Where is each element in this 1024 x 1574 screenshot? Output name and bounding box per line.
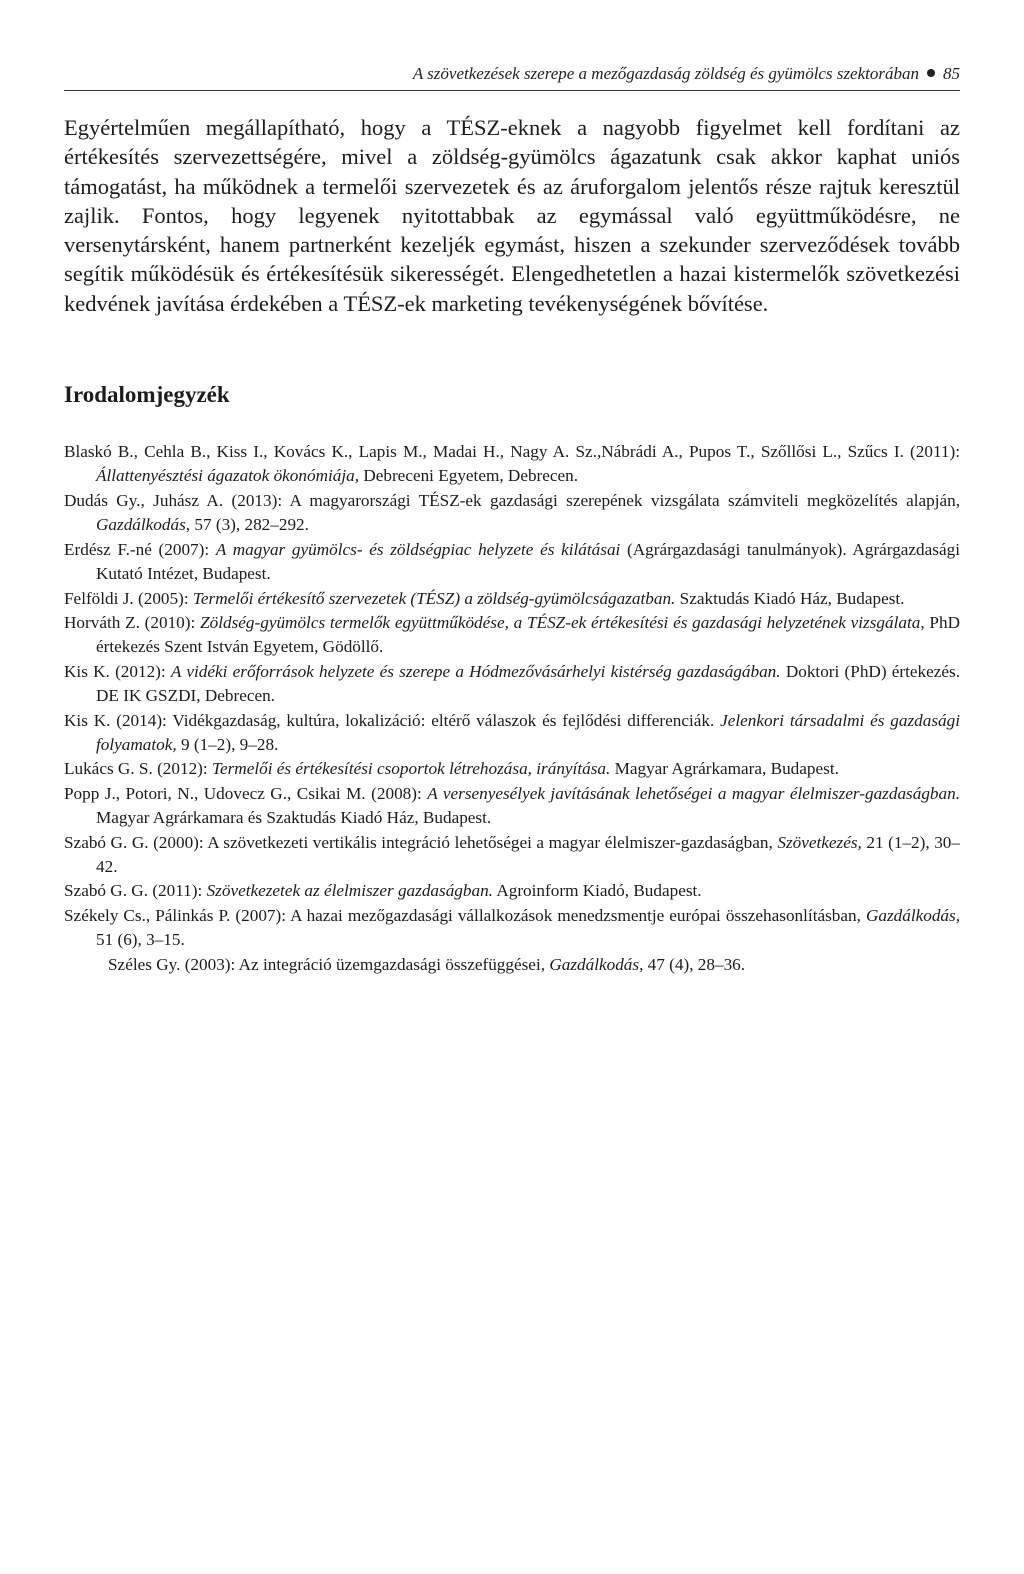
reference-text: Lukács G. S. (2012): <box>64 759 212 779</box>
reference-text: Szabó G. G. (2000): A szövetkezeti vertikális integráció lehetőségei a magyar élelmiszer-gazdaságban, <box>64 832 778 852</box>
reference-text: Kis K. (2012): <box>64 661 171 681</box>
reference-item <box>64 538 960 587</box>
reference-text: Kis K. (2014): Vidékgazdaság, kultúra, lokalizáció: eltérő válaszok és fejlődési differenciák. <box>64 710 721 730</box>
reference-title: A vidéki erőforrások helyzete és szerepe a Hódmezővásárhelyi kistérség gazdaságában. <box>170 661 781 681</box>
reference-title: Szövetkezés, <box>777 832 862 852</box>
reference-item <box>64 489 960 538</box>
reference-title: Állattenyésztési ágazatok ökonómiája, <box>96 466 360 486</box>
page <box>64 64 960 977</box>
reference-title: A versenyesélyek javításának lehetőségei a magyar élelmiszer-gazdaságban. <box>427 783 960 803</box>
reference-text: Szaktudás Kiadó Ház, Budapest. <box>675 588 905 608</box>
body-paragraph: Egyértelműen megállapítható, hogy a TÉSZ-eknek a nagyobb figyelmet kell fordítani az értékesítés szervezettségére, mivel a zöldség-gyümölcs ágazatunk csak akkor kaphat uniós támogatást, ha működnek a termelői szervezetek és az áruforgalom jelentős része rajtuk keresztül zajlik. Fontos, hogy legyenek nyitottabbak az egymással való együttműködésre, ne versenytársként, hanem partnerként kezeljék egymást, hiszen a szekunder szerveződések tovább segítik működésük és értékesítésük sikerességét. Elengedhetetlen a hazai kistermelők szövetkezési kedvének javítása érdekében a TÉSZ-ek marketing tevékenységének bővítése. <box>64 115 960 316</box>
reference-item <box>64 757 960 781</box>
reference-text: Felföldi J. (2005): <box>64 588 193 608</box>
reference-title: Termelői és értékesítési csoportok létrehozása, irányítása. <box>211 759 611 779</box>
reference-item <box>64 953 960 977</box>
reference-item <box>64 782 960 831</box>
reference-item <box>64 587 960 611</box>
reference-title: Gazdálkodás, <box>96 515 191 535</box>
reference-text: 47 (4), 28–36. <box>643 954 746 974</box>
reference-title: Jelenkori társadalmi és gazdasági folyamatok, <box>96 710 960 754</box>
reference-title: Gazdálkodás, <box>549 954 644 974</box>
reference-text: Dudás Gy., Juhász A. (2013): A magyarországi TÉSZ-ek gazdasági szerepének vizsgálata számviteli megközelítés alapján, <box>64 490 960 510</box>
reference-title: Szövetkezetek az élelmiszer gazdaságban. <box>206 881 493 901</box>
reference-title: Zöldség-gyümölcs termelők együttműködése, a TÉSZ-ek értékesítési és gazdasági helyzetének vizsgálata, <box>200 612 925 632</box>
reference-title: Termelői értékesítő szervezetek (TÉSZ) a zöldség-gyümölcságazatban. <box>192 588 676 608</box>
reference-text: 57 (3), 282–292. <box>190 515 309 535</box>
reference-text: Doktori (PhD) értekezés. DE IK GSZDI, Debrecen. <box>96 661 961 706</box>
reference-text: Magyar Agrárkamara, Budapest. <box>610 759 839 779</box>
reference-text: Popp J., Potori, N., Udovecz G., Csikai M. (2008): <box>64 783 428 803</box>
reference-list <box>64 440 960 977</box>
reference-text: Szabó G. G. (2011): <box>64 881 207 901</box>
running-header <box>64 64 960 91</box>
references-heading: Irodalomjegyzék <box>64 382 230 408</box>
reference-text: Debreceni Egyetem, Debrecen. <box>359 466 579 486</box>
reference-item <box>64 660 960 709</box>
reference-text: (Agrárgazdasági tanulmányok). Agrárgazdasági Kutató Intézet, Budapest. <box>96 539 960 584</box>
reference-text: Agroinform Kiadó, Budapest. <box>492 881 702 901</box>
reference-item <box>64 879 960 903</box>
reference-item <box>64 611 960 660</box>
reference-item <box>64 709 960 758</box>
reference-text: PhD értekezés Szent István Egyetem, Gödöllő. <box>96 612 960 657</box>
reference-text: Erdész F.-né (2007): <box>64 539 216 559</box>
reference-text: Blaskó B., Cehla B., Kiss I., Kovács K., Lapis M., Madai H., Nagy A. Sz.,Nábrádi A., Pupos T., Szőllősi L., Szűcs I. (2011): <box>64 442 960 462</box>
reference-text: Magyar Agrárkamara és Szaktudás Kiadó Ház, Budapest. <box>96 808 492 828</box>
reference-item <box>64 440 960 489</box>
page-number: 85 <box>943 64 960 83</box>
reference-item <box>64 904 960 953</box>
reference-title: Gazdálkodás, <box>865 905 960 925</box>
reference-text: Székely Cs., Pálinkás P. (2007): A hazai mezőgazdasági vállalkozások menedzsmentje európai összehasonlításban, <box>64 905 866 925</box>
bullet-icon <box>927 69 935 77</box>
reference-text: Horváth Z. (2010): <box>64 612 201 632</box>
running-header-title: A szövetkezések szerepe a mezőgazdaság zöldség és gyümölcs szektorában <box>412 64 919 83</box>
reference-title: A magyar gyümölcs- és zöldségpiac helyzete és kilátásai <box>215 539 621 559</box>
reference-text: 51 (6), 3–15. <box>96 930 185 950</box>
reference-item <box>64 831 960 880</box>
reference-text: 9 (1–2), 9–28. <box>176 734 279 754</box>
reference-text: 21 (1–2), 30–42. <box>96 832 960 876</box>
reference-text: Széles Gy. (2003): Az integráció üzemgazdasági összefüggései, <box>108 954 550 974</box>
